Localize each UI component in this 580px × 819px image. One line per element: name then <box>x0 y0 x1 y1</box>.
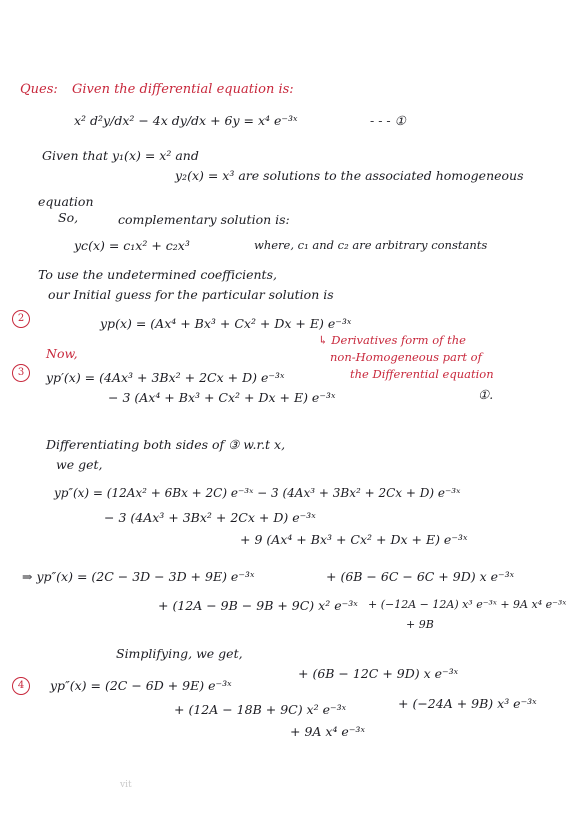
now-label: Now, <box>46 346 78 361</box>
differential-equation: x² d²y/dx² − 4x dy/dx + 6y = x⁴ e⁻³ˣ <box>74 113 298 128</box>
question-prefix: Ques: <box>20 82 58 97</box>
so-label: So, <box>58 210 79 225</box>
collected-line2b: + (−12A − 12A) x³ e⁻³ˣ + 9A x⁴ e⁻³ˣ <box>368 598 567 611</box>
particular-guess: yp(x) = (Ax⁴ + Bx³ + Cx² + Dx + E) e⁻³ˣ <box>100 316 352 331</box>
first-derivative-line1: yp′(x) = (4Ax³ + 3Bx² + 2Cx + D) e⁻³ˣ <box>46 370 285 385</box>
question-text: Given the differential equation is: <box>72 82 294 97</box>
second-derivative-line2: − 3 (4Ax³ + 3Bx² + 2Cx + D) e⁻³ˣ <box>104 510 316 525</box>
simplified-line1b: + (6B − 12C + 9D) x e⁻³ˣ <box>298 666 459 681</box>
derivatives-note-3: the Differential equation <box>350 367 494 381</box>
complementary-label: complementary solution is: <box>118 212 290 227</box>
equation-tag: - - - ① <box>370 113 406 128</box>
we-get-label: we get, <box>56 457 103 472</box>
collected-line2c: + 9B <box>406 618 434 631</box>
simplified-line3: + 9A x⁴ e⁻³ˣ <box>290 724 365 739</box>
simplified-line1a: yp″(x) = (2C − 6D + 9E) e⁻³ˣ <box>50 678 232 693</box>
given-y1: Given that y₁(x) = x² and <box>42 148 199 163</box>
differentiating-intro: Differentiating both sides of ③ w.r.t x, <box>46 437 286 452</box>
simplifying-intro: Simplifying, we get, <box>116 646 243 661</box>
collected-line1a: ⇒ yp″(x) = (2C − 3D − 3D + 9E) e⁻³ˣ <box>22 569 255 584</box>
constants-note: where, c₁ and c₂ are arbitrary constants <box>254 238 488 252</box>
complementary-solution: yc(x) = c₁x² + c₂x³ <box>74 238 190 253</box>
derivatives-note-2: non-Homogeneous part of <box>330 350 482 364</box>
derivatives-note-1: ↳ Derivatives form of the <box>318 333 466 347</box>
first-derivative-line2: − 3 (Ax⁴ + Bx³ + Cx² + Dx + E) e⁻³ˣ <box>108 390 336 405</box>
collected-line1b: + (6B − 6C − 6C + 9D) x e⁻³ˣ <box>326 569 515 584</box>
faint-footer-text: vit <box>120 780 132 790</box>
second-derivative-line3: + 9 (Ax⁴ + Bx³ + Cx² + Dx + E) e⁻³ˣ <box>240 532 468 547</box>
given-continuation: equation <box>38 194 94 209</box>
collected-line2a: + (12A − 9B − 9B + 9C) x² e⁻³ˣ <box>158 598 358 613</box>
simplified-line2b: + (−24A + 9B) x³ e⁻³ˣ <box>398 696 537 711</box>
equation-marker-3: 3 <box>12 364 30 382</box>
given-y2: y₂(x) = x³ are solutions to the associated homogeneous <box>175 168 524 183</box>
equation-marker-4: 4 <box>12 677 30 695</box>
method-line: To use the undetermined coefficients, <box>38 267 277 282</box>
guess-line: our Initial guess for the particular solution is <box>48 287 334 302</box>
derivatives-note-ref: ①. <box>478 387 494 402</box>
second-derivative-line1: yp″(x) = (12Ax² + 6Bx + 2C) e⁻³ˣ − 3 (4Ax³ + 3Bx² + 2Cx + D) e⁻³ˣ <box>54 486 461 500</box>
simplified-line2a: + (12A − 18B + 9C) x² e⁻³ˣ <box>174 702 347 717</box>
equation-marker-2: 2 <box>12 310 30 328</box>
